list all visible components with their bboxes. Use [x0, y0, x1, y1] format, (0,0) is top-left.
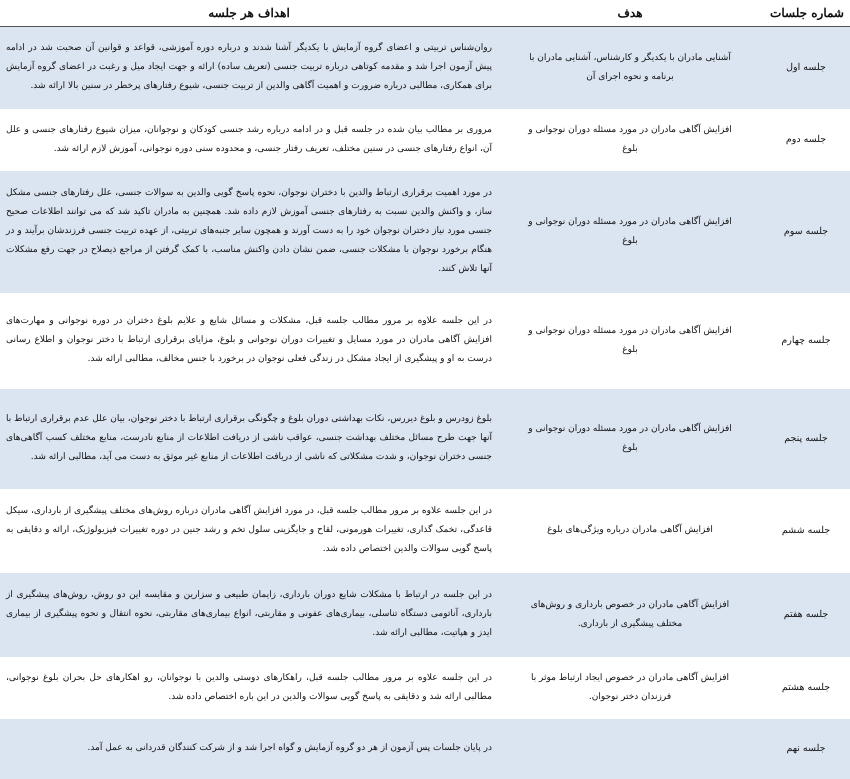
- table-row: [0, 719, 850, 779]
- session-objectives: در این جلسه علاوه بر مرور مطالب جلسه قبل، مشکلات و مسائل شایع و علایم بلوغ دختران در دوره نوجوانی و مهارت‌های افزایش آگاهی مادران در مورد مسایل و تغییرات دوران نوجوانی و بلوغ، مزایای برقراری ارتباط با دختر نوجوان و اطلاع رسانی درست به او و پیشگیری از ایجاد مشکل در زندگی فعلی نوجوان در برخورد با جنس مخالف، مطالبی ارائه شد.: [6, 316, 492, 364]
- session-objectives: در این جلسه در ارتباط با مشکلات شایع دوران بارداری، زایمان طبیعی و سزارین و مقایسه این دو روش، روش‌های پیشگیری از بارداری، آناتومی دستگاه تناسلی، بیماری‌های عفونی و مقاربتی، انواع بیماری‌های مقاربتی، نحوه انتقال و نحوه پیشگیری از بیماری ایدز و هپاتیت، مطالبی ارائه شد.: [6, 590, 492, 638]
- session-goal: افزایش آگاهی مادران در مورد مسئله دوران نوجوانی و بلوغ: [528, 124, 732, 154]
- session-goal: افزایش آگاهی مادران در مورد مسئله دوران نوجوانی و بلوغ: [528, 325, 732, 355]
- header-goal: هدف: [498, 0, 762, 27]
- session-label: جلسه چهارم: [781, 335, 831, 346]
- session-objectives: مروری بر مطالب بیان شده در جلسه قبل و در ادامه درباره رشد جنسی کودکان و نوجوانان، میزان شیوع رفتارهای جنسی و علل آن، انواع رفتارهای جنسی در سنین مختلف، تعریف رفتار جنسی، و محدوده سنی دوره نوجوانی، آموزش لازم ارائه شد.: [6, 124, 492, 154]
- table-row: [0, 171, 850, 293]
- session-objectives: بلوغ زودرس و بلوغ دیررس، نکات بهداشتی دوران بلوغ و چگونگی برقراری ارتباط با دختر نوجوان، بیان علل عدم برقراری ارتباط با آنها جهت طرح مسائل مختلف بهداشت جنسی، عواقب ناشی از دریافت اطلاعات از منابع نادرست، منابع مختلف کسب آگاهی‌های جنسی دختران نوجوان، و شدت مشکلاتی که ناشی از دریافت اطلاعات از منابع غیر موثق به دست می آید، مطالبی ارائه شد.: [6, 414, 492, 462]
- session-objectives: در این جلسه علاوه بر مرور مطالب جلسه قبل، راهکارهای دوستی والدین با نوجوانان، رو اهکارهای حل بحران بلوغ نوجوانی، مطالبی ارائه شد و دقایقی به پاسخ گویی سوالات والدین در این باره اختصاص داده شد.: [6, 672, 492, 702]
- session-objectives: در مورد اهمیت برقراری ارتباط والدین با دختران نوجوان، نحوه پاسخ گویی والدین به سوالات جنسی، علل رفتارهای جنسی مشکل ساز، و واکنش والدین نسبت به رفتارهای جنسی آموزش لازم داده شد. همچنین به مادران تاکید شد که می توانند اطلاعات صحیح جنسی مورد نیاز دختران نوجوان خود را به دست آورند و همچون سایر جنبه‌های تربیتی، از عهده تربیت جنسی فرزندشان برآیند و در هنگام برخورد نوجوان با مشکلات جنسی، ضمن نشان دادن واکنش مناسب، با کمک گرفتن از مراجع ذیصلاح در جهت رفع مشکلات آنها تلاش کنند.: [6, 188, 492, 274]
- session-label: جلسه پنجم: [784, 433, 828, 444]
- session-goal: افزایش آگاهی مادران درباره ویژگی‌های بلوغ: [547, 525, 713, 535]
- header-objectives: اهداف هر جلسه: [0, 0, 498, 27]
- session-label: جلسه سوم: [783, 226, 829, 237]
- session-goal: آشنایی مادران با یکدیگر و کارشناس، آشنایی مادران با برنامه و نحوه اجرای آن: [529, 52, 731, 82]
- session-goal: افزایش آگاهی مادران در مورد مسئله دوران نوجوانی و بلوغ: [528, 423, 732, 453]
- session-goal: افزایش آگاهی مادران در مورد مسئله دوران نوجوانی و بلوغ: [528, 216, 732, 246]
- header-row: [0, 0, 850, 27]
- session-goal: افزایش آگاهی مادران در خصوص بارداری و روش‌های مختلف پیشگیری از بارداری.: [530, 599, 730, 629]
- table-row: [0, 389, 850, 489]
- session-objectives: روان‌شناس تربیتی و اعضای گروه آزمایش با یکدیگر آشنا شدند و درباره دوره آموزشی، قواعد و قوانین آن صحبت شد در ادامه پیش آزمون اجرا شد و مقدمه کوتاهی درباره تربیت جنسی (تعریف ساده) ارائه و جهت ایجاد میل و رغبت در اعضای گروه آزمایش برای همکاری، مطالبی درباره ضرورت و اهمیت آگاهی والدین از تربیت جنسی، شیوع رفتارهای پرخطر در سنین بالا ارائه شد.: [6, 43, 492, 92]
- session-objectives: در پایان جلسات پس آزمون از هر دو گروه آزمایش و گواه اجرا شد و از شرکت کنندگان قدردانی به عمل آمد.: [87, 743, 492, 753]
- session-label: جلسه ششم: [781, 525, 831, 536]
- session-label: جلسه هفتم: [783, 609, 829, 620]
- session-goal: افزایش آگاهی مادران در خصوص ایجاد ارتباط موثر با فرزندان دختر نوجوان.: [530, 672, 730, 702]
- session-label: جلسه اول: [786, 62, 826, 74]
- table-row: [0, 293, 850, 389]
- session-label: جلسه دوم: [785, 134, 827, 145]
- header-session-number: شماره جلسات: [762, 0, 850, 27]
- session-label: جلسه هشتم: [781, 682, 831, 693]
- session-goal: [498, 719, 762, 779]
- table-row: [0, 109, 850, 171]
- session-objectives: در این جلسه علاوه بر مرور مطالب جلسه قبل، در مورد افزایش آگاهی مادران درباره روش‌های مختلف پیشگیری از بارداری، سیکل قاعدگی، تخمک گذاری، تغییرات هورمونی، لقاح و جایگزینی سلول تخم و رشد جنین در دوره تغییرات فیزیولوژیک، ارائه و دقایقی به پاسخ گویی سوالات والدین اختصاص داده شد.: [6, 506, 492, 554]
- table-row: [0, 489, 850, 573]
- table-row: [0, 27, 850, 109]
- session-label: جلسه نهم: [786, 743, 826, 754]
- table-row: [0, 573, 850, 657]
- table-row: [0, 657, 850, 719]
